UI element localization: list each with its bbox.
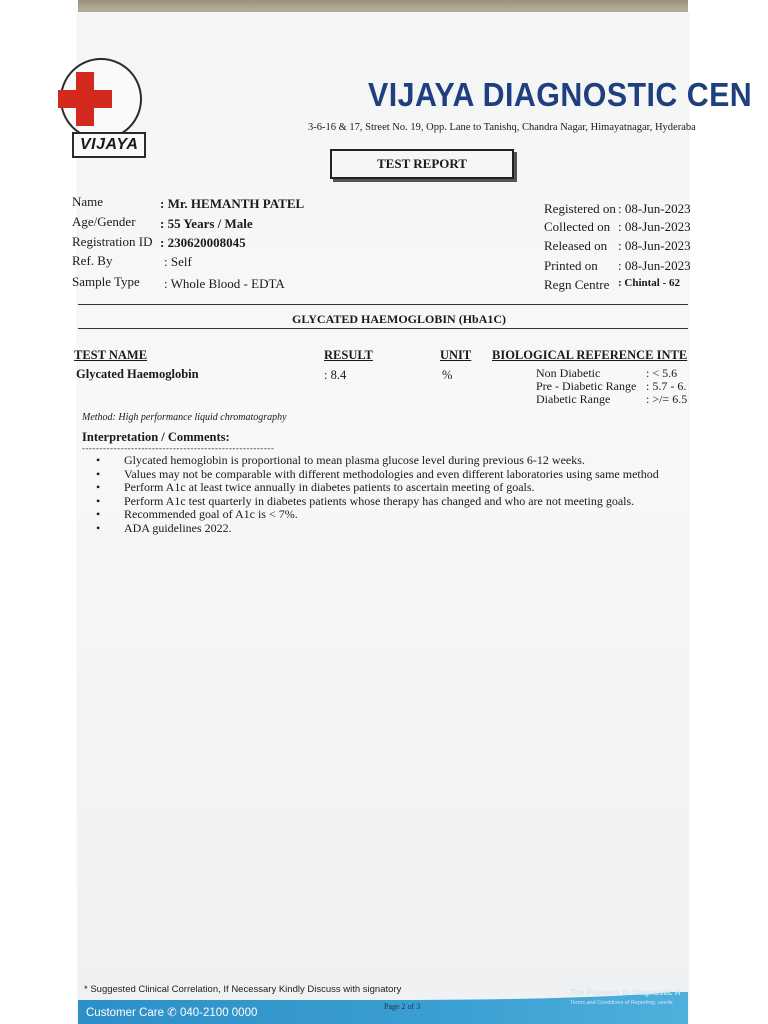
released-label: Released on (544, 238, 608, 253)
report-page (72, 12, 753, 1024)
printed-label: Printed on (544, 258, 598, 273)
list-item: • Perform A1c test quarterly in diabetes patients whose therapy has changed and who are not meeting goals. (96, 495, 696, 509)
range-label: Diabetic Range (536, 392, 611, 406)
lab-name: VIJAYA DIAGNOSTIC CEN (368, 76, 753, 113)
sample-label: Sample Type (72, 274, 140, 289)
comments-list (96, 454, 696, 535)
test-unit: % (442, 368, 453, 382)
dashed-rule: ------------------------------------------------------- (82, 443, 275, 453)
name-label: Name (72, 194, 104, 209)
page-number: Page 2 of 3 (384, 1002, 421, 1011)
refby-label: Ref. By (72, 253, 113, 268)
lab-address: 3-6-16 & 17, Street No. 19, Opp. Lane to Tanishq, Chandra Nagar, Himayatnagar, Hyderaba (308, 122, 696, 133)
logo-wordmark: VIJAYA (72, 132, 146, 158)
agegender-label: Age/Gender (72, 214, 136, 229)
agegender-value: : 55 Years / Male (160, 216, 253, 231)
list-item: • Glycated hemoglobin is proportional to mean plasma glucose level during previous 6-12 weeks. (96, 454, 696, 468)
name-value: : Mr. HEMANTH PATEL (160, 196, 305, 211)
range-value: : >/= 6.5 (646, 392, 688, 406)
regid-value: : 230620008045 (160, 235, 246, 250)
registered-label: Registered on (544, 201, 616, 216)
test-name: Glycated Haemoglobin (76, 367, 199, 381)
printed-value: : 08-Jun-2023 (618, 258, 691, 273)
col-test-name: TEST NAME (74, 348, 148, 362)
cross-horizontal (58, 90, 112, 108)
interpretation-heading: Interpretation / Comments: (82, 430, 230, 444)
red-cross-logo-icon (60, 58, 142, 140)
tagline: The Pioneers in Diagnostic H (570, 988, 681, 997)
footer-note: * Suggested Clinical Correlation, If Necessary Kindly Discuss with signatory (84, 984, 402, 995)
released-value: : 08-Jun-2023 (618, 238, 691, 253)
list-item: • Values may not be comparable with different methodologies and even different laboratories using same method (96, 468, 696, 482)
test-result: : 8.4 (324, 368, 347, 382)
centre-label: Regn Centre (544, 277, 610, 292)
report-title: TEST REPORT (330, 149, 514, 179)
range-value: : < 5.6 (646, 366, 678, 380)
sample-value: : Whole Blood - EDTA (164, 276, 285, 291)
range-value: : 5.7 - 6. (646, 379, 687, 393)
refby-value: : Self (164, 254, 192, 269)
background-left (0, 0, 78, 1024)
background-right (688, 0, 768, 1024)
col-result: RESULT (324, 348, 373, 362)
customer-care: Customer Care ✆ 040-2100 0000 (86, 1007, 258, 1019)
method-note: Method: High performance liquid chromatography (82, 412, 287, 423)
regid-label: Registration ID (72, 234, 153, 249)
col-reference: BIOLOGICAL REFERENCE INTE (492, 348, 688, 362)
range-label: Pre - Diabetic Range (536, 379, 637, 393)
tagline-sub: Terms and Conditions of Reporting, overle (570, 1000, 673, 1006)
section-rule-top (78, 304, 688, 305)
section-rule-bottom (78, 328, 688, 329)
section-title: GLYCATED HAEMOGLOBIN (HbA1C) (292, 312, 507, 326)
list-item: • Recommended goal of A1c is < 7%. (96, 508, 696, 522)
range-label: Non Diabetic (536, 366, 601, 380)
collected-label: Collected on (544, 219, 611, 234)
registered-value: : 08-Jun-2023 (618, 201, 691, 216)
centre-value: : Chintal - 62 (618, 277, 681, 289)
col-unit: UNIT (440, 348, 472, 362)
collected-value: : 08-Jun-2023 (618, 219, 691, 234)
list-item: • ADA guidelines 2022. (96, 522, 696, 536)
list-item: • Perform A1c at least twice annually in diabetes patients to ascertain meeting of goals. (96, 481, 696, 495)
